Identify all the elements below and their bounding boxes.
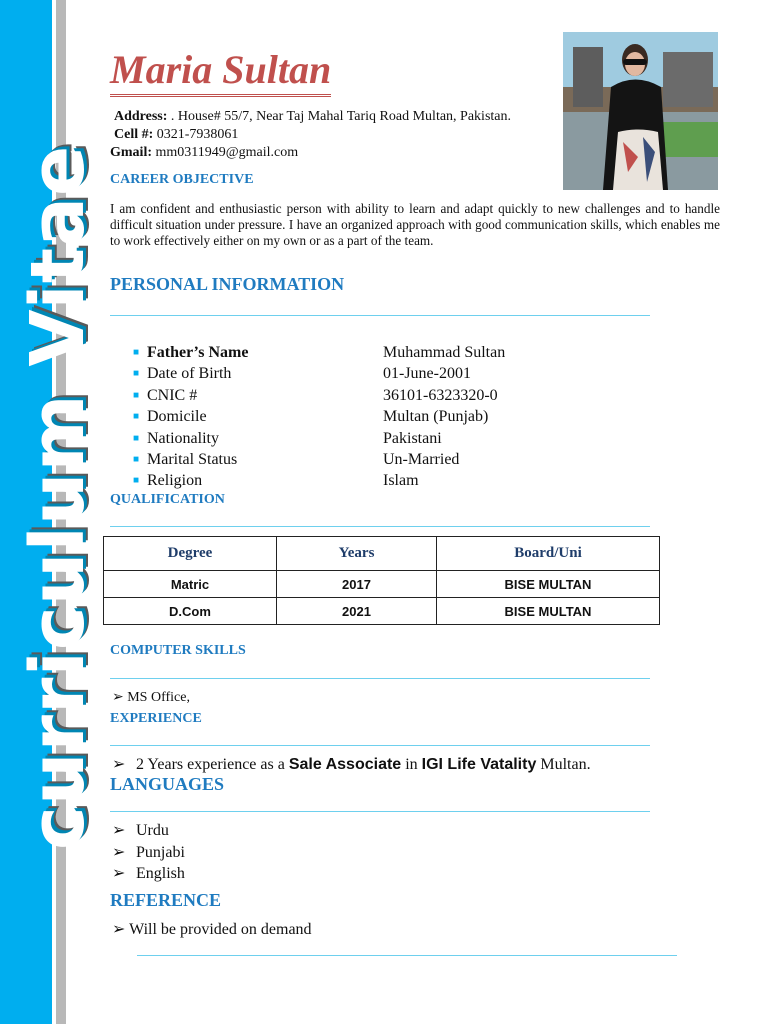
column-header: Board/Uni [437,537,660,571]
gmail-value[interactable]: mm0311949@gmail.com [152,145,299,160]
cell-label: Cell #: [114,127,154,142]
address-value: . House# 55/7, Near Taj Mahal Tariq Road Multan, Pakistan. [167,109,511,124]
info-value: 01-June-2001 [383,365,471,382]
arrow-bullet-icon: ➢ [112,921,126,938]
section-divider [110,745,650,746]
address-label: Address: [114,109,168,124]
qualification-heading: QUALIFICATION [110,492,225,507]
address-line [114,108,511,126]
table-cell: 2021 [277,598,437,625]
info-value: 36101-6323320-0 [383,387,498,404]
table-cell: BISE MULTAN [437,571,660,598]
section-divider [110,678,650,679]
table-cell: 2017 [277,571,437,598]
square-bullet-icon: ■ [133,454,140,465]
profile-photo-illustration [563,32,718,190]
personal-information-heading: PERSONAL INFORMATION [110,274,345,294]
table-cell: Matric [104,571,277,598]
experience-company: IGI Life Vatality [421,756,537,773]
info-value: Un-Married [383,451,460,468]
list-item: ➢ Urdu [112,822,169,839]
gmail-label: Gmail: [110,145,152,160]
info-label-row: ■ Marital Status [133,451,238,468]
square-bullet-icon: ■ [133,390,140,401]
info-value: Pakistani [383,430,442,447]
column-header: Years [277,537,437,571]
reference-item: ➢ Will be provided on demand [112,921,312,938]
arrow-bullet-icon: ➢ [112,844,126,861]
info-value: Muhammad Sultan [383,344,506,361]
info-label-row: ■ CNIC # [133,387,198,404]
arrow-bullet-icon: ➢ [112,822,126,839]
square-bullet-icon: ■ [133,433,140,444]
experience-item: ➢ 2 Years experience as a Sale Associate in IGI Life Vatality Multan. [112,756,591,773]
section-divider [110,526,650,527]
list-item: ➢ MS Office, [112,690,190,705]
table-cell: D.Com [104,598,277,625]
info-label-row: ■ Father’s Name [133,344,249,361]
cell-value: 0321-7938061 [153,127,239,142]
list-item: ➢ Punjabi [112,844,185,861]
info-value: Multan (Punjab) [383,408,489,425]
section-divider [110,811,650,812]
section-divider [110,315,650,316]
column-header: Degree [104,537,277,571]
section-divider [137,955,677,956]
career-objective-text: I am confident and enthusiastic person with ability to learn and adapt quickly to new challenges and to handle difficult situation under pressure. I have an organized approach with good communication skills, which enables me to work effectively either on my own or as a part of the team. [110,201,720,248]
info-label-row: ■ Religion [133,472,203,489]
languages-heading: LANGUAGES [110,774,225,794]
arrow-bullet-icon: ➢ [112,690,124,705]
curriculum-vitae-vertical-title: curriculum Vitae [15,144,101,850]
gmail-line [110,144,298,162]
profile-photo [563,32,718,190]
arrow-bullet-icon: ➢ [112,865,126,882]
square-bullet-icon: ■ [133,475,140,486]
table-row [104,571,660,598]
cell-line [114,126,238,144]
reference-heading: REFERENCE [110,890,222,910]
square-bullet-icon: ■ [133,347,140,358]
table-cell: BISE MULTAN [437,598,660,625]
square-bullet-icon: ■ [133,368,140,379]
info-value: Islam [383,472,419,489]
table-header-row [104,537,660,571]
arrow-bullet-icon: ➢ [112,756,126,773]
qualification-table [103,536,660,625]
info-label-row: ■ Nationality [133,430,219,447]
career-objective-heading: CAREER OBJECTIVE [110,172,254,187]
square-bullet-icon: ■ [133,411,140,422]
table-row [104,598,660,625]
experience-role: Sale Associate [288,756,402,773]
experience-heading: EXPERIENCE [110,711,202,726]
list-item: ➢ English [112,865,185,882]
candidate-name: Maria Sultan [110,46,331,97]
info-label-row: ■ Domicile [133,408,207,425]
computer-skills-heading: COMPUTER SKILLS [110,643,246,658]
info-label-row: ■ Date of Birth [133,365,232,382]
